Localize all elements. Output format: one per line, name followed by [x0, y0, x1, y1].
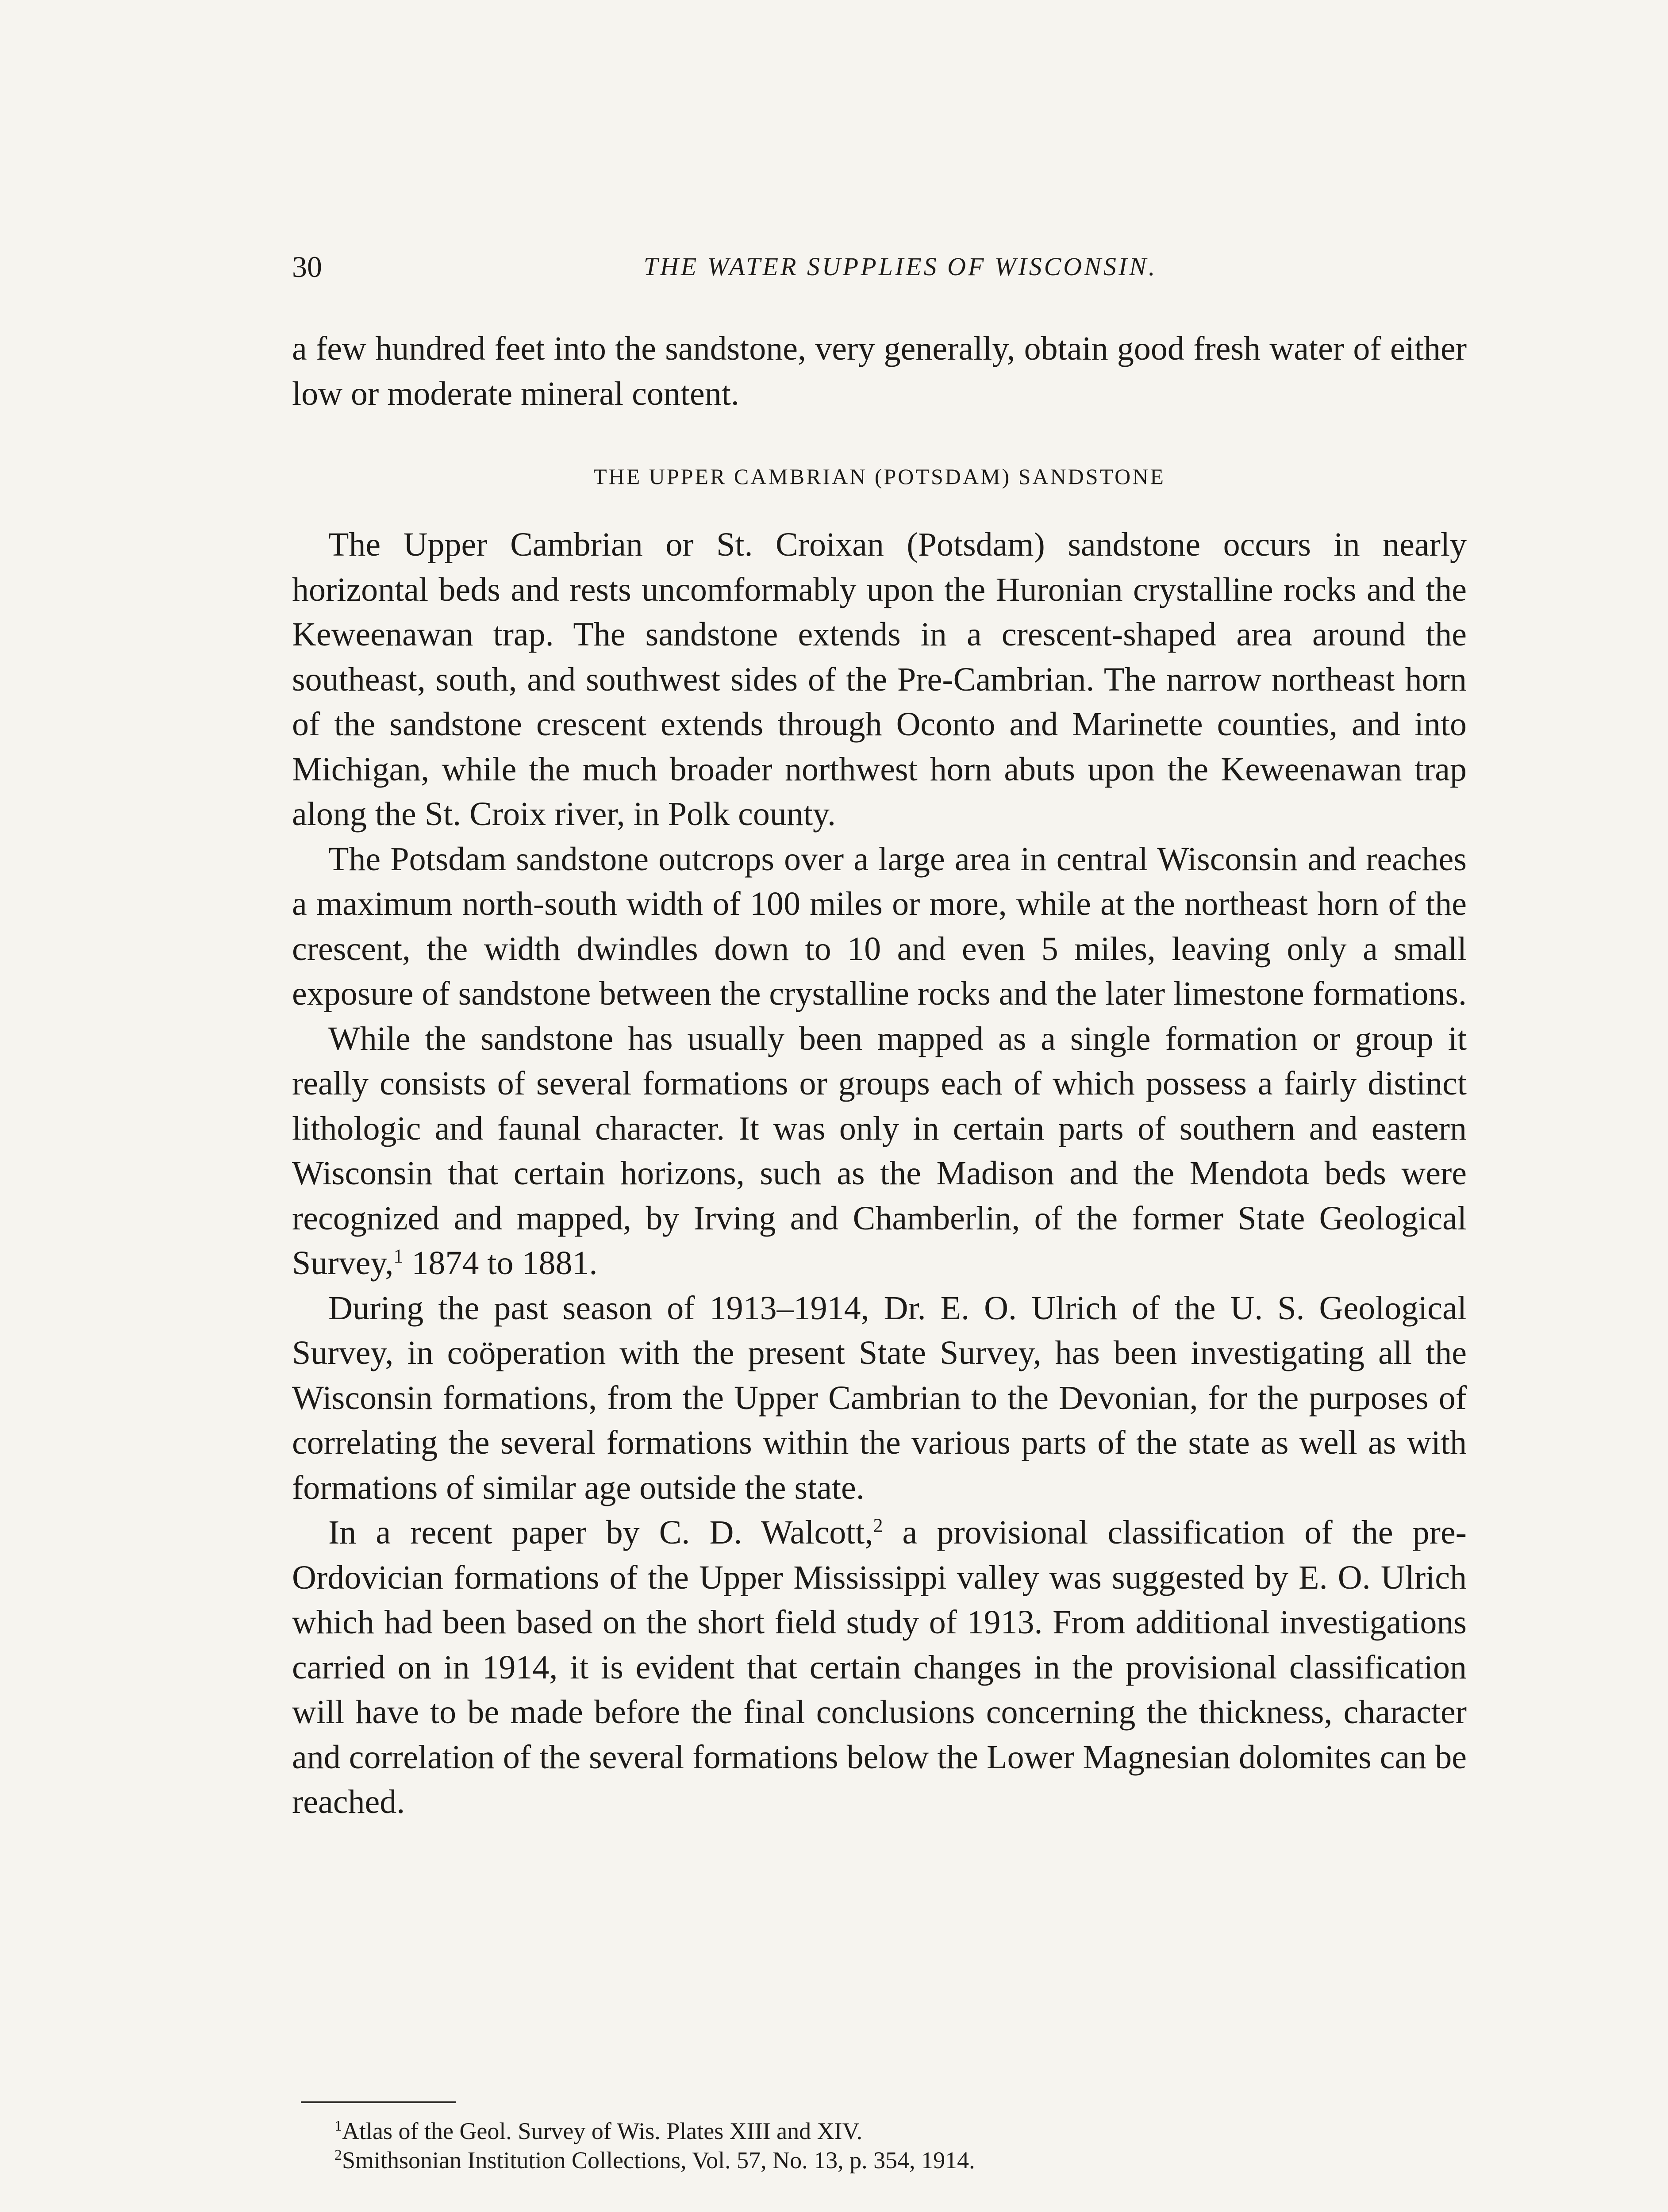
- paragraph-walcott-tail: a provisional classification of the pre-Ordovician formations of the Upper Mississippi valley was suggested by E. O. Ulrich which had been based on the short field study of 1913. From additional investigations carried on in 1914, it is evident that certain changes in the provisional classification will have to be made before the final conclusions concerning the thickness, character and correlation of the several formations below the Lower Magnesian dolomites can be reached.: [292, 1514, 1467, 1820]
- paragraph-distribution: The Upper Cambrian or St. Croixan (Potsdam) sandstone occurs in nearly horizontal beds and rests uncomformably upon the Huronian crystalline rocks and the Keweenawan trap. The sandstone extends in a crescent-shaped area around the southeast, south, and southwest sides of the Pre-Cambrian. The narrow northeast horn of the sandstone crescent extends through Oconto and Marinette counties, and into Michigan, while the much broader northwest horn abuts upon the Keweenawan trap along the St. Croix river, in Polk county.: [292, 526, 1467, 833]
- paragraph-walcott: [292, 1510, 1467, 1825]
- footnote-2: [292, 2146, 1467, 2175]
- footnote-text-1: Atlas of the Geol. Survey of Wis. Plates XIII and XIV.: [342, 2118, 863, 2144]
- running-title: THE WATER SUPPLIES OF WISCONSIN.: [643, 252, 1157, 281]
- paragraph-walcott-text: In a recent paper by C. D. Walcott,: [328, 1514, 873, 1551]
- paragraph-survey-tail: 1874 to 1881.: [403, 1244, 598, 1282]
- footnote-mark-2: 2: [334, 2147, 342, 2163]
- paragraph-outcrop: The Potsdam sandstone outcrops over a large area in central Wisconsin and reaches a maximum north-south width of 100 miles or more, while at the northeast horn of the crescent, the width dwindles down to 10 and even 5 miles, leaving only a small exposure of sandstone between the crystalline rocks and the later limestone formations.: [292, 840, 1467, 1012]
- footnote-1: [292, 2116, 1467, 2146]
- paragraph-survey: [292, 1017, 1467, 1286]
- footnote-ref-2: 2: [873, 1514, 883, 1536]
- paragraph-survey-text: While the sandstone has usually been mapped as a single formation or group it really consists of several formations or groups each of which possess a fairly distinct lithologic and faunal character. It was only in certain parts of southern and eastern Wisconsin that certain horizons, such as the Madison and the Mendota beds were recognized and mapped, by Irving and Chamberlin, of the former State Geological Survey,: [292, 1020, 1467, 1282]
- footnote-ref-1: 1: [393, 1245, 404, 1267]
- footnote-rule: [301, 2101, 456, 2103]
- footnote-mark-1: 1: [334, 2118, 342, 2134]
- body-text: [292, 326, 1467, 1825]
- footnote-text-2: Smithsonian Institution Collections, Vol. 57, No. 13, p. 354, 1914.: [342, 2147, 975, 2174]
- intro-paragraph: a few hundred feet into the sandstone, very generally, obtain good fresh water of either low or moderate mineral content.: [292, 330, 1467, 412]
- section-heading: THE UPPER CAMBRIAN (POTSDAM) SANDSTONE: [593, 464, 1165, 489]
- page-number: 30: [292, 250, 322, 284]
- footnotes: [292, 2101, 1467, 2175]
- running-head: [292, 242, 1473, 291]
- paragraph-ulrich: During the past season of 1913–1914, Dr. E. O. Ulrich of the U. S. Geological Survey, in coöperation with the present State Survey, has been investigating all the Wisconsin formations, from the Upper Cambrian to the Devonian, for the purposes of correlating the several formations within the various parts of the state as well as with formations of similar age outside the state.: [292, 1289, 1467, 1506]
